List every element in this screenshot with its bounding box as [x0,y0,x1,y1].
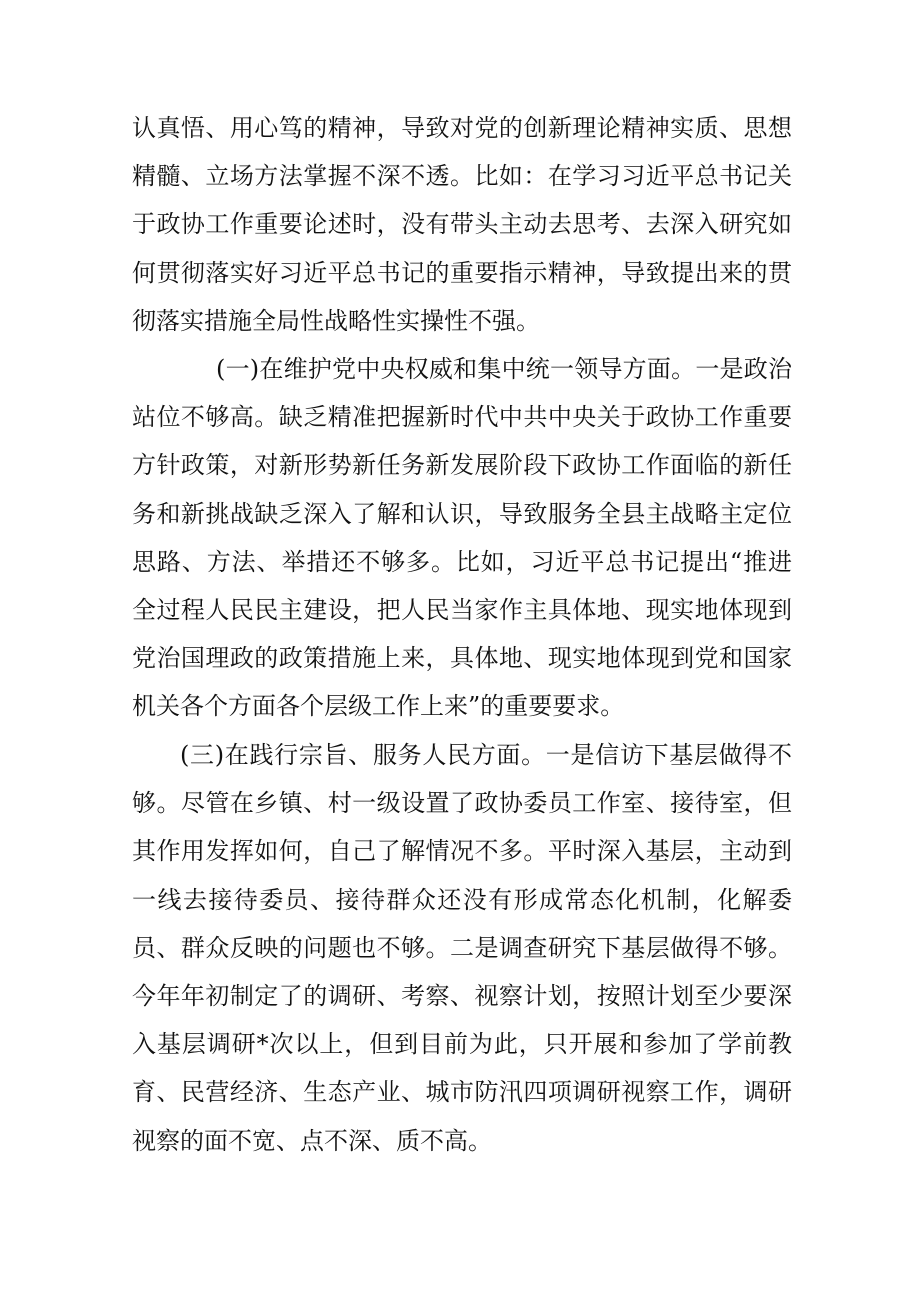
paragraph-continuation: 认真悟、用心笃的精神，导致对党的创新理论精神实质、思想精髓、立场方法掌握不深不透。比如：在学习习近平总书记关于政协工作重要论述时，没有带头主动去思考、去深入研究如何贯彻落实好习近平总书记的重要指示精神，导致提出来的贯彻落实措施全局性战略性实操性不强。 [132,114,792,335]
paragraph-section-one: (一)在维护党中央权威和集中统一领导方面。一是政治站位不够高。缺乏精准把握新时代中共中央关于政协工作重要方针政策，对新形势新任务新发展阶段下政协工作面临的新任务和新挑战缺乏深入了解和认识，导致服务全县主战略主定位思路、方法、举措还不够多。比如，习近平总书记提出“推进全过程人民民主建设，把人民当家作主具体地、现实地体现到党治国理政的政策措施上来，具体地、现实地体现到党和国家机关各个方面各个层级工作上来”的重要要求。 [132,355,792,721]
paragraph-section-three: (三)在践行宗旨、服务人民方面。一是信访下基层做得不够。尽管在乡镇、村一级设置了政协委员工作室、接待室，但其作用发挥如何，自己了解情况不多。平时深入基层，主动到一线去接待委员、接待群众还没有形成常态化机制，化解委员、群众反映的问题也不够。二是调查研究下基层做得不够。今年年初制定了的调研、考察、视察计划，按照计划至少要深入基层调研*次以上，但到目前为此，只开展和参加了学前教育、民营经济、生态产业、城市防汛四项调研视察工作，调研视察的面不宽、点不深、质不高。 [132,741,792,1155]
